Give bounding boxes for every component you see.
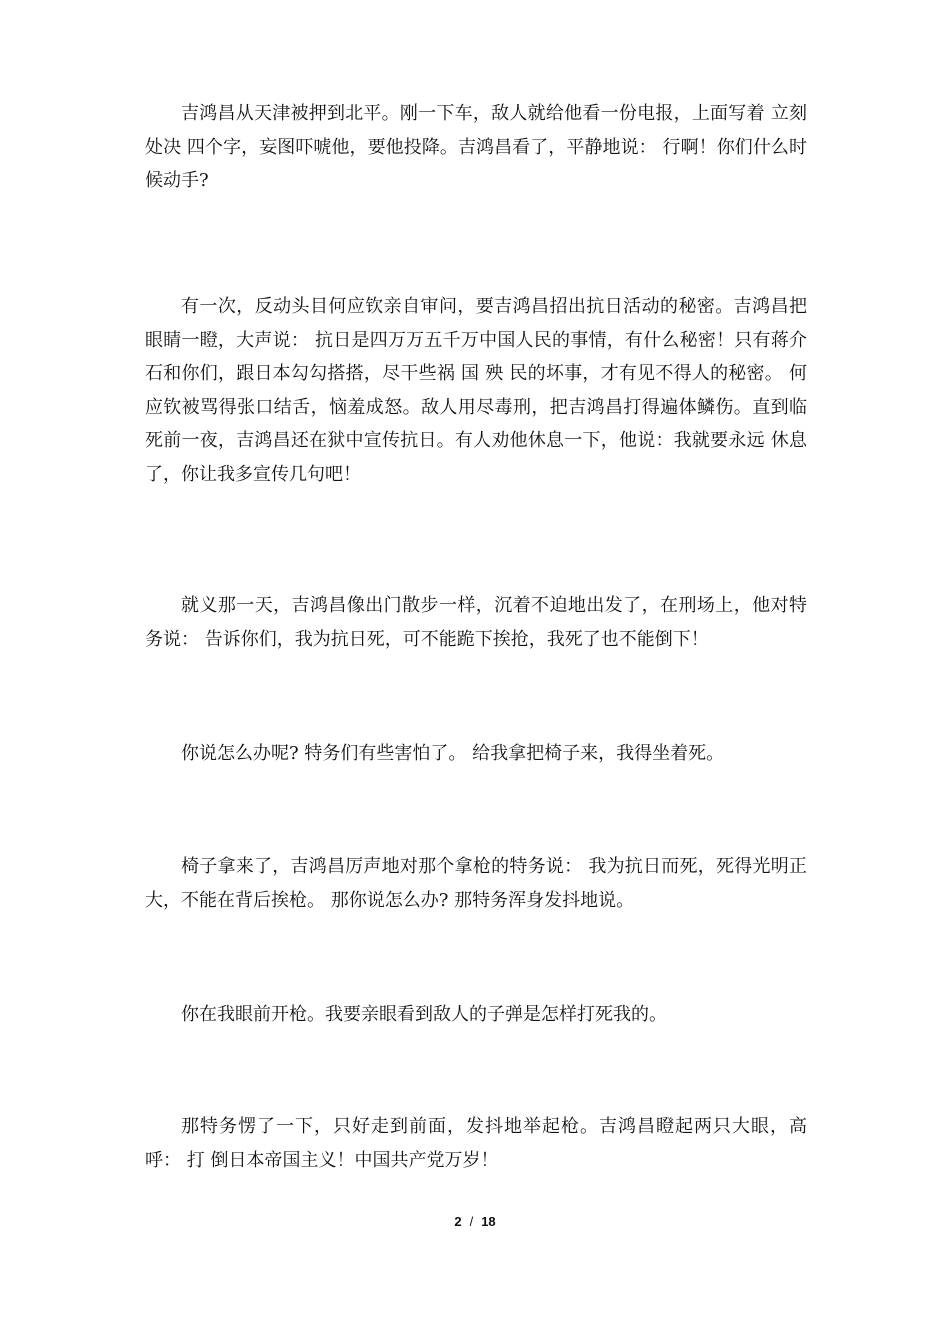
body-paragraph: 你在我眼前开枪。我要亲眼看到敌人的子弹是怎样打死我的。	[181, 1004, 667, 1025]
page-number	[0, 1214, 950, 1229]
total-pages-number: 18	[481, 1214, 496, 1229]
page-separator: /	[469, 1214, 474, 1229]
body-paragraph: 就义那一天，吉鸿昌像出门散步一样，沉着不迫地出发了，在刑场上，他对特务说： 告诉你们，我为抗日死，可不能跪下挨抢，我死了也不能倒下！	[145, 595, 807, 650]
body-paragraph: 吉鸿昌从天津被押到北平。刚一下车，敌人就给他看一份电报，上面写着 立刻处决 四个字，妄图吓唬他，要他投降。吉鸿昌看了，平静地说： 行啊！你们什么时候动手?	[145, 103, 807, 191]
body-paragraph: 那特务愣了一下，只好走到前面，发抖地举起枪。吉鸿昌瞪起两只大眼，高呼： 打 倒日本帝国主义！中国共产党万岁！	[145, 1116, 807, 1171]
body-paragraph: 你说怎么办呢? 特务们有些害怕了。 给我拿把椅子来，我得坐着死。	[181, 743, 725, 764]
body-paragraph: 椅子拿来了，吉鸿昌厉声地对那个拿枪的特务说： 我为抗日而死，死得光明正大，不能在背后挨枪。 那你说怎么办? 那特务浑身发抖地说。	[145, 856, 807, 911]
current-page-number: 2	[454, 1214, 462, 1229]
body-paragraph: 有一次，反动头目何应钦亲自审问，要吉鸿昌招出抗日活动的秘密。吉鸿昌把眼睛一瞪，大声说： 抗日是四万万五千万中国人民的事情，有什么秘密！只有蒋介石和你们，跟日本勾勾搭搭，尽干些祸 国 殃 民的坏事，才有见不得人的秘密。 何应钦被骂得张口结舌，恼羞成怒。敌人用尽毒刑，把吉鸿昌打得遍体鳞伤。直到临死前一夜，吉鸿昌还在狱中宣传抗日。有人劝他休息一下，他说：我就要永远 休息 了，你让我多宣传几句吧！	[145, 296, 807, 485]
